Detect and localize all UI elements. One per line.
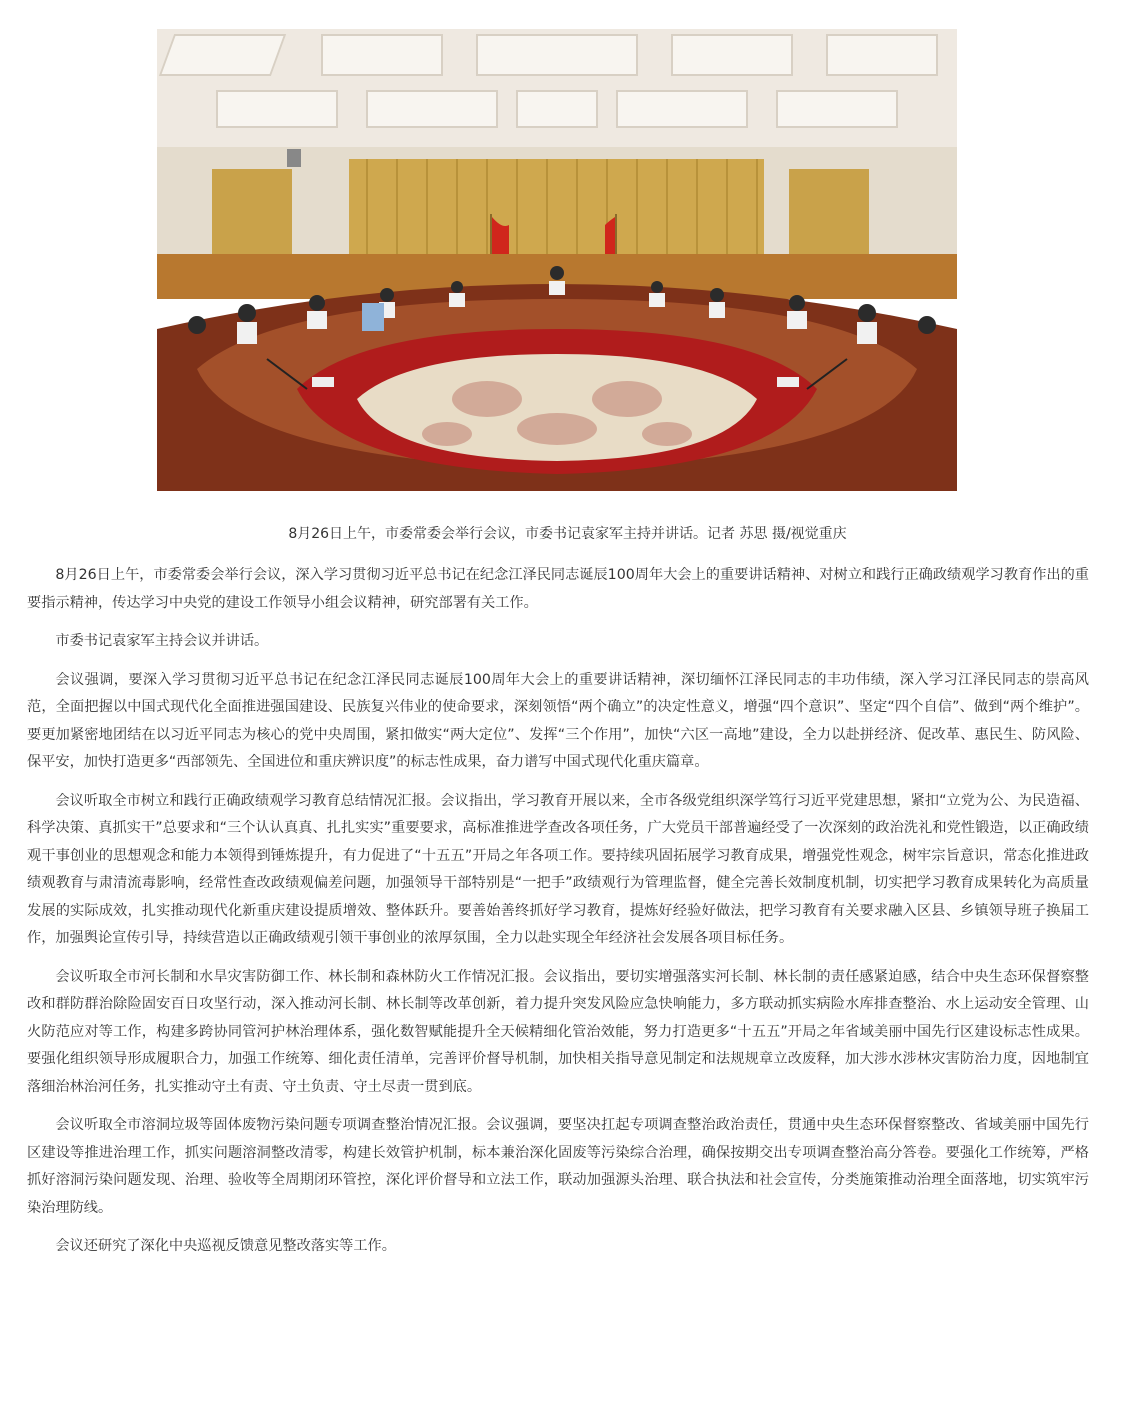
article-body [27,562,1089,1272]
paragraph-3: 会议强调，要深入学习贯彻习近平总书记在纪念江泽民同志诞辰100周年大会上的重要讲话精神，深切缅怀江泽民同志的丰功伟绩，深入学习江泽民同志的崇高风范，全面把握以中国式现代化全面推进强国建设、民族复兴伟业的使命要求，深刻领悟“两个确立”的决定性意义，增强“四个意识”、坚定“四个自信”、做到“两个维护”。要更加紧密地团结在以习近平同志为核心的党中央周围，紧扣做实“两大定位”、发挥“三个作用”，加快“六区一高地”建设，全力以赴拼经济、促改革、惠民生、防风险、保平安，加快打造更多“西部领先、全国进位和重庆辨识度”的标志性成果，奋力谱写中国式现代化重庆篇章。 [27,671,1089,770]
paragraph-2: 市委书记袁家军主持会议并讲话。 [55,633,269,649]
paragraph-4: 会议听取全市树立和践行正确政绩观学习教育总结情况汇报。会议指出，学习教育开展以来，全市各级党组织深学笃行习近平党建思想，紧扣“立党为公、为民造福、科学决策、真抓实干”总要求和“三个认认真真、扎扎实实”重要要求，高标准推进学查改各项任务，广大党员干部普遍经受了一次深刻的政治洗礼和党性锻造，以正确政绩观干事创业的思想观念和能力本领得到锤炼提升，有力促进了“十五五”开局之年各项工作。要持续巩固拓展学习教育成果，增强党性观念，树牢宗旨意识，常态化推进政绩观教育与肃清流毒影响，经常性查改政绩观偏差问题，加强领导干部特别是“一把手”政绩观行为管理监督，健全完善长效制度机制，切实把学习教育成果转化为高质量发展的实际成效，扎实推动现代化新重庆建设提质增效、整体跃升。要善始善终抓好学习教育，提炼好经验好做法，把学习教育有关要求融入区县、乡镇领导班子换届工作，加强舆论宣传引导，持续营造以正确政绩观引领干事创业的浓厚氛围，全力以赴实现全年经济社会发展各项目标任务。 [27,792,1089,946]
paragraph-1: 8月26日上午，市委常委会举行会议，深入学习贯彻习近平总书记在纪念江泽民同志诞辰100周年大会上的重要讲话精神、对树立和践行正确政绩观学习教育作出的重要指示精神，传达学习中央党的建设工作领导小组会议精神，研究部署有关工作。 [27,567,1089,611]
paragraph-7: 会议还研究了深化中央巡视反馈意见整改落实等工作。 [55,1238,396,1254]
paragraph-5: 会议听取全市河长制和水旱灾害防御工作、林长制和森林防火工作情况汇报。会议指出，要切实增强落实河长制、林长制的责任感紧迫感，结合中央生态环保督察整改和群防群治除险固安百日攻坚行动，深入推动河长制、林长制等改革创新，着力提升突发风险应急快响能力，多方联动抓实病险水库排查整治、水上运动安全管理、山火防范应对等工作，构建多跨协同管河护林治理体系，强化数智赋能提升全天候精细化管治效能，努力打造更多“十五五”开局之年省域美丽中国先行区建设标志性成果。要强化组织领导形成履职合力，加强工作统筹、细化责任清单，完善评价督导机制，加快相关指导意见制定和法规规章立改废释，加大涉水涉林灾害防治力度，因地制宜落细治林治河任务，扎实推动守土有责、守土负责、守土尽责一贯到底。 [27,968,1089,1095]
photo-caption: 8月26日上午，市委常委会举行会议，市委书记袁家军主持并讲话。记者 苏思 摄/视觉重庆 [288,526,847,542]
meeting-photo-illustration [157,29,957,491]
paragraph-6: 会议听取全市溶洞垃圾等固体废物污染问题专项调查整治情况汇报。会议强调，要坚决扛起专项调查整治政治责任，贯通中央生态环保督察整改、省域美丽中国先行区建设等推进治理工作，抓实问题溶洞整改清零，构建长效管护机制，标本兼治深化固废等污染综合治理，确保按期交出专项调查整治高分答卷。要强化工作统筹，严格抓好溶洞污染问题发现、治理、验收等全周期闭环管控，深化评价督导和立法工作，联动加强源头治理、联合执法和社会宣传，分类施策推动治理全面落地，切实筑牢污染治理防线。 [27,1117,1089,1216]
meeting-photo [157,29,957,491]
